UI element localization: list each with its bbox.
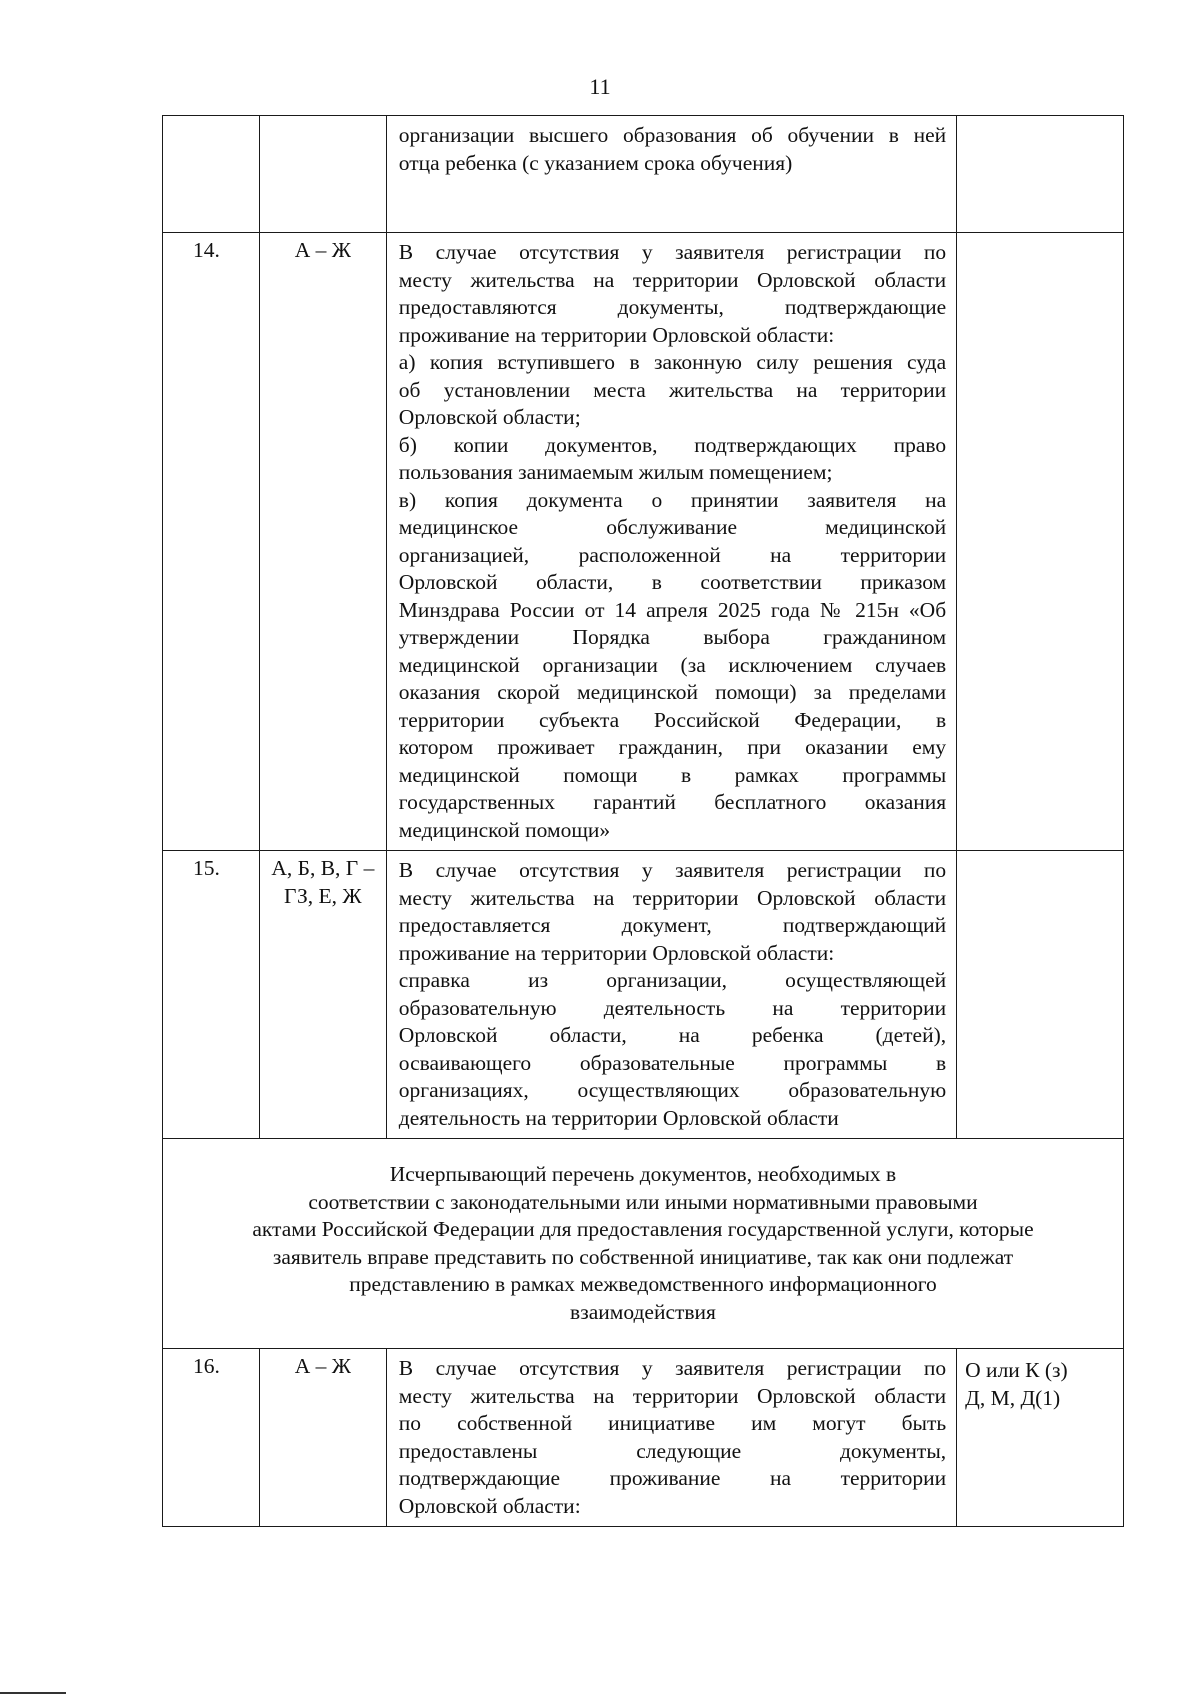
heading-line: представлению в рамках межведомственного информационного <box>349 1272 937 1296</box>
row-categories <box>259 116 386 233</box>
row-text <box>386 116 956 233</box>
text-line: б) копии документов, подтверждающих право <box>398 432 947 457</box>
row-number <box>163 116 260 233</box>
text-line: предоставлены следующие документы, <box>398 1438 947 1463</box>
text-line: подтверждающие проживание на территории <box>398 1466 947 1490</box>
text-line: Орловской области; <box>398 405 581 429</box>
heading-line: взаимодействия <box>570 1299 716 1324</box>
note-line: Д, М, Д(1) <box>965 1385 1061 1410</box>
text-line: предоставляются документы, подтверждающие <box>398 295 947 319</box>
row-number: 15. <box>163 851 260 1139</box>
text-line: Орловской области: <box>398 1493 581 1518</box>
text-line: справка из организации, осуществляющей <box>398 968 947 992</box>
text-line: по собственной инициативе им могут быть <box>398 1411 947 1435</box>
text-line: проживание на территории Орловской области: <box>398 322 835 347</box>
text-line: медицинской помощи» <box>398 817 611 842</box>
table-row <box>163 116 1124 233</box>
row-note <box>957 1349 1124 1527</box>
table-row <box>163 1349 1124 1527</box>
text-line: В случае отсутствия у заявителя регистрации по <box>398 1356 947 1380</box>
text-line: месту жительства на территории Орловской области <box>398 267 947 292</box>
text-line: месту жительства на территории Орловской области <box>398 885 947 910</box>
text-line: месту жительства на территории Орловской области <box>398 1383 947 1408</box>
text-line: проживание на территории Орловской области: <box>398 940 835 965</box>
text-line: В случае отсутствия у заявителя регистрации по <box>398 240 947 264</box>
text-line: медицинской организации (за исключением случаев <box>398 652 947 677</box>
row-note <box>957 851 1124 1139</box>
section-heading-row <box>163 1139 1124 1349</box>
text-line: Минздрава России от 14 апреля 2025 года № 215н «Об <box>398 597 947 622</box>
heading-line: актами Российской Федерации для предоставления государственной услуги, которые <box>252 1217 1034 1241</box>
text-line: медицинское обслуживание медицинской <box>398 515 947 539</box>
row-categories: А – Ж <box>259 1349 386 1527</box>
text-line: организацией, расположенной на территории <box>398 542 947 567</box>
section-heading <box>163 1139 1124 1349</box>
note-line: О или К (з) <box>965 1358 1068 1382</box>
text-line: отца ребенка (с указанием срока обучения) <box>398 150 793 175</box>
heading-line: Исчерпывающий перечень документов, необходимых в <box>389 1162 897 1186</box>
row-text <box>386 233 956 851</box>
text-line: в) копия документа о принятии заявителя на <box>398 487 947 512</box>
text-line: а) копия вступившего в законную силу решения суда <box>398 350 947 374</box>
row-note <box>957 233 1124 851</box>
row-text <box>386 851 956 1139</box>
row-number: 14. <box>163 233 260 851</box>
heading-line: заявитель вправе представить по собственной инициативе, так как они подлежат <box>272 1244 1014 1269</box>
text-line: организациях, осуществляющих образовательную <box>398 1078 947 1102</box>
text-line: территории субъекта Российской Федерации, в <box>398 707 947 732</box>
heading-line: соответствии с законодательными или иными нормативными правовыми <box>308 1189 978 1214</box>
text-line: организации высшего образования об обучении в ней <box>398 123 947 147</box>
page-number: 11 <box>589 74 611 99</box>
text-line: В случае отсутствия у заявителя регистрации по <box>398 858 947 882</box>
text-line: деятельность на территории Орловской области <box>398 1105 839 1130</box>
text-line: об установлении места жительства на территории <box>398 377 947 402</box>
text-line: осваивающего образовательные программы в <box>398 1050 947 1075</box>
text-line: Орловской области, в соответствии приказом <box>398 570 947 594</box>
table-row <box>163 851 1124 1139</box>
row-categories: А, Б, В, Г – ГЗ, Е, Ж <box>259 851 386 1139</box>
text-line: предоставляется документ, подтверждающий <box>398 913 947 937</box>
text-line: государственных гарантий бесплатного оказания <box>398 790 947 814</box>
text-line: утверждении Порядка выбора гражданином <box>398 625 947 649</box>
table-row <box>163 233 1124 851</box>
row-number: 16. <box>163 1349 260 1527</box>
text-line: оказания скорой медицинской помощи) за пределами <box>398 680 947 704</box>
text-line: Орловской области, на ребенка (детей), <box>398 1023 947 1047</box>
text-line: медицинской помощи в рамках программы <box>398 762 947 787</box>
text-line: пользования занимаемым жилым помещением; <box>398 460 833 484</box>
row-note <box>957 116 1124 233</box>
text-line: котором проживает гражданин, при оказании ему <box>398 735 947 759</box>
row-categories: А – Ж <box>259 233 386 851</box>
row-text <box>386 1349 956 1527</box>
documents-table <box>162 115 1124 1527</box>
scan-mark <box>0 1692 66 1694</box>
text-line: образовательную деятельность на территории <box>398 995 947 1020</box>
